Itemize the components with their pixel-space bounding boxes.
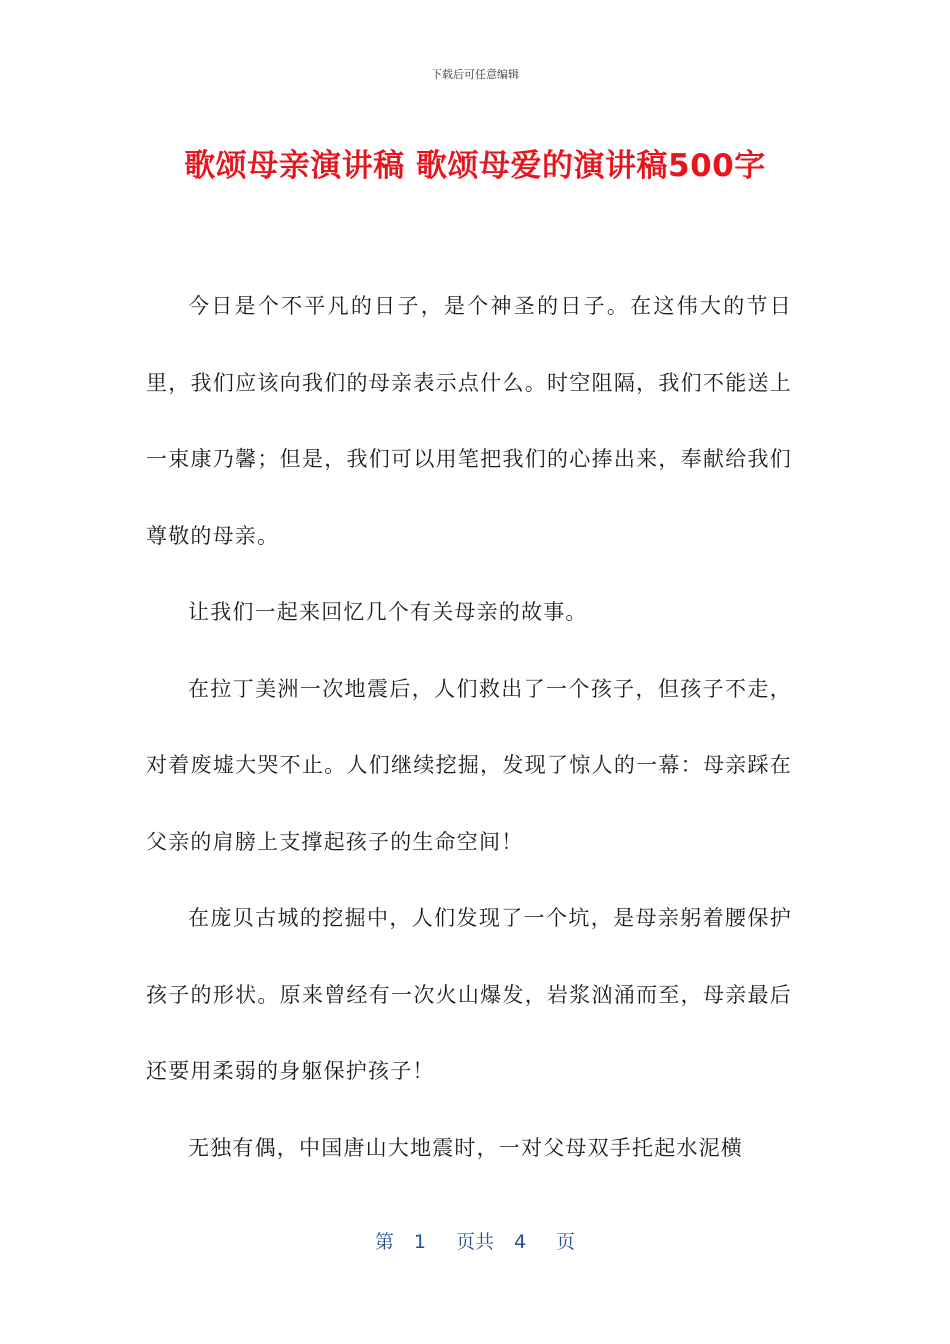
paragraph-3: 在拉丁美洲一次地震后，人们救出了一个孩子，但孩子不走，对着废墟大哭不止。人们继续挖掘，发现了惊人的一幕：母亲踩在父亲的肩膀上支撑起孩子的生命空间！ [146,676,792,854]
paragraph-1: 今日是个不平凡的日子，是个神圣的日子。在这伟大的节日里，我们应该向我们的母亲表示点什么。时空阻隔，我们不能送上一束康乃馨；但是，我们可以用笔把我们的心捧出来，奉献给我们尊敬的母亲。 [146,294,792,548]
document-body [146,268,792,1186]
header-note: 下载后可任意编辑 [431,68,519,81]
footer-current-page: 1 [413,1231,426,1253]
paragraph-5: 无独有偶，中国唐山大地震时，一对父母双手托起水泥横 [188,1135,743,1160]
footer-total-pages: 4 [514,1231,527,1253]
footer-prefix: 第 [374,1231,394,1253]
footer-middle: 页共 [455,1231,494,1253]
paragraph-4: 在庞贝古城的挖掘中，人们发现了一个坑，是母亲躬着腰保护孩子的形状。原来曾经有一次火山爆发，岩浆汹涌而至，母亲最后还要用柔弱的身躯保护孩子！ [146,906,792,1083]
footer-suffix: 页 [556,1231,576,1253]
page-footer [0,1227,950,1254]
paragraph-2: 让我们一起来回忆几个有关母亲的故事。 [188,600,588,624]
document-title: 歌颂母亲演讲稿 歌颂母爱的演讲稿500字 [184,148,766,184]
